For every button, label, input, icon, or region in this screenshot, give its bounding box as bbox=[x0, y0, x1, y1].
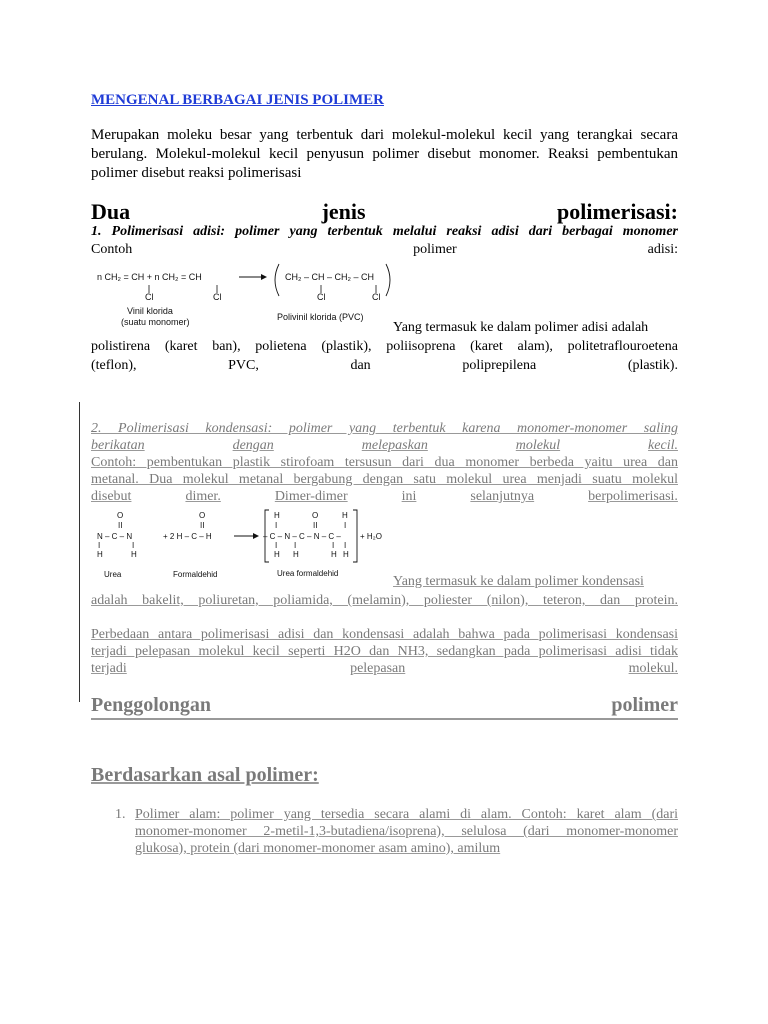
pvc-label: Polivinil klorida (PVC) bbox=[277, 312, 364, 322]
svg-text:H: H bbox=[131, 550, 137, 559]
adisi-examples-paragraph bbox=[91, 318, 678, 375]
heading-word: Dua bbox=[91, 199, 131, 224]
adisi-contoh-line bbox=[91, 241, 678, 258]
urea-formaldehid-reaction-diagram bbox=[91, 508, 391, 582]
word: berikatan bbox=[91, 438, 145, 453]
word: dan bbox=[350, 358, 371, 373]
intro-line: Merupakan moleku besar yang terbentuk dari molekul-molekul kecil yang terangkai secara bbox=[91, 127, 678, 143]
svg-text:H: H bbox=[343, 550, 349, 559]
kondensasi-text: Yang termasuk ke dalam polimer kondensasi bbox=[393, 574, 644, 589]
kondensasi-examples-paragraph bbox=[91, 572, 678, 610]
word: dimer. bbox=[185, 489, 221, 504]
svg-text:O: O bbox=[199, 511, 206, 520]
svg-text:H: H bbox=[331, 550, 337, 559]
heading-penggolongan bbox=[91, 694, 678, 720]
kondensasi-text: adalah bakelit, poliuretan, poliamida, (melamin), poliester (nilon), teteron, dan protein. bbox=[91, 593, 678, 608]
svg-text:– C – N – C – N – C –: – C – N – C – N – C – bbox=[263, 532, 341, 541]
cl-label: Cl bbox=[317, 292, 326, 302]
word: ini bbox=[401, 489, 417, 504]
heading-word: polimerisasi: bbox=[557, 199, 678, 224]
svg-text:N – C – N: N – C – N bbox=[97, 532, 133, 541]
word: molekul bbox=[515, 438, 561, 453]
list-number: 1. bbox=[115, 807, 126, 822]
reaction-left-text: n CH₂ = CH + n CH₂ = CH bbox=[97, 272, 202, 282]
word: (teflon), bbox=[91, 358, 137, 373]
kondensasi-text-line3 bbox=[91, 488, 678, 505]
asal-polimer-list bbox=[115, 806, 678, 857]
cl-label: Cl bbox=[372, 292, 381, 302]
svg-text:I: I bbox=[98, 541, 101, 550]
word: terjadi bbox=[91, 661, 127, 676]
word: molekul. bbox=[628, 661, 678, 676]
svg-text:H: H bbox=[293, 550, 299, 559]
suatu-monomer-label: (suatu monomer) bbox=[121, 317, 190, 327]
word: Dimer-dimer bbox=[274, 489, 348, 504]
heading-word: polimer bbox=[611, 694, 678, 716]
svg-text:O: O bbox=[117, 511, 124, 520]
intro-line: berulang. Molekul-molekul kecil penyusun polimer disebut monomer. Reaksi pembentukan bbox=[91, 146, 678, 162]
word: berpolimerisasi. bbox=[588, 489, 678, 504]
perbedaan-text-line3 bbox=[91, 660, 678, 677]
page-title-link[interactable]: MENGENAL BERBAGAI JENIS POLIMER bbox=[91, 92, 384, 108]
cl-label: Cl bbox=[145, 292, 154, 302]
word: dengan bbox=[232, 438, 274, 453]
word: selanjutnya bbox=[470, 489, 535, 504]
word: PVC, bbox=[228, 358, 259, 373]
intro-line: polimer disebut reaksi polimerisasi bbox=[91, 165, 302, 181]
heading-word: Penggolongan bbox=[91, 694, 212, 716]
perbedaan-text: terjadi pelepasan molekul kecil seperti H2O dan NH3, sedangkan pada polimerisasi adisi tidak bbox=[91, 644, 678, 659]
formaldehid-label: Formaldehid bbox=[173, 570, 218, 579]
word: disebut bbox=[91, 489, 132, 504]
svg-text:H: H bbox=[274, 550, 280, 559]
svg-text:H: H bbox=[274, 511, 280, 520]
urea-label: Urea bbox=[104, 570, 122, 579]
kondensasi-title: 2. Polimerisasi kondensasi: polimer yang terbentuk karena monomer-monomer saling bbox=[91, 421, 678, 436]
contoh-word: adisi: bbox=[647, 242, 678, 257]
word: pelepasan bbox=[350, 661, 406, 676]
reaction-right-text: CH₂ – CH – CH₂ – CH bbox=[285, 272, 375, 282]
svg-text:I: I bbox=[344, 521, 347, 530]
intro-paragraph bbox=[91, 126, 678, 183]
svg-text:I: I bbox=[275, 521, 278, 530]
adisi-text: Yang termasuk ke dalam polimer adisi adalah bbox=[393, 320, 649, 335]
heading-jenis-polimerisasi bbox=[91, 199, 678, 225]
kondensasi-section bbox=[91, 420, 678, 505]
adisi-text: polistirena (karet ban), polietena (plastik), poliisoprena (karet alam), politetraflouroetena bbox=[91, 339, 678, 354]
heading-asal-polimer: Berdasarkan asal polimer: bbox=[91, 764, 319, 786]
adisi-title: 1. Polimerisasi adisi: polimer yang terbentuk melalui reaksi adisi dari berbagai monomer bbox=[91, 224, 678, 239]
word: (plastik). bbox=[627, 358, 678, 373]
perbedaan-text: Perbedaan antara polimerisasi adisi dan kondensasi adalah bahwa pada polimerisasi kondensasi bbox=[91, 627, 678, 642]
svg-text:H: H bbox=[97, 550, 103, 559]
list-text: Polimer alam: polimer yang tersedia secara alami di alam. Contoh: karet alam (dari bbox=[135, 807, 678, 822]
word: poliprepilena bbox=[462, 358, 537, 373]
h2o-label: + H₂O bbox=[360, 532, 382, 541]
heading-word: jenis bbox=[321, 199, 366, 224]
perbedaan-paragraph bbox=[91, 626, 678, 677]
svg-text:I: I bbox=[132, 541, 135, 550]
kondensasi-text: metanal. Dua molekul metanal bergabung dengan satu molekul urea menjadi suatu molekul bbox=[91, 472, 678, 487]
svg-text:H: H bbox=[342, 511, 348, 520]
left-margin-line bbox=[79, 402, 80, 702]
contoh-word: Contoh bbox=[91, 242, 133, 257]
word: kecil. bbox=[648, 438, 678, 453]
svg-text:I: I bbox=[294, 541, 297, 550]
list-text: monomer-monomer 2-metil-1,3-butadiena/isoprena), selulosa (dari monomer-monomer bbox=[135, 824, 678, 839]
kondensasi-text: Contoh: pembentukan plastik stirofoam tersusun dari dua monomer berbeda yaitu urea dan bbox=[91, 455, 678, 470]
vinil-klorida-label: Vinil klorida bbox=[127, 306, 173, 316]
list-text: glukosa), protein (dari monomer-monomer asam amino), amilum bbox=[135, 841, 501, 856]
svg-text:II: II bbox=[200, 521, 205, 530]
svg-text:I: I bbox=[344, 541, 347, 550]
formaldehid-formula: + 2 H – C – H bbox=[163, 532, 212, 541]
contoh-word: polimer bbox=[413, 242, 457, 257]
svg-text:I: I bbox=[275, 541, 278, 550]
kondensasi-title-line2 bbox=[91, 437, 678, 454]
svg-text:I: I bbox=[332, 541, 335, 550]
svg-text:O: O bbox=[312, 511, 319, 520]
adisi-text-last bbox=[91, 356, 678, 375]
cl-label: Cl bbox=[213, 292, 222, 302]
urea-formaldehid-label: Urea formaldehid bbox=[277, 569, 339, 578]
svg-text:II: II bbox=[313, 521, 318, 530]
word: melepaskan bbox=[361, 438, 428, 453]
svg-text:II: II bbox=[118, 521, 123, 530]
list-item bbox=[115, 806, 678, 857]
